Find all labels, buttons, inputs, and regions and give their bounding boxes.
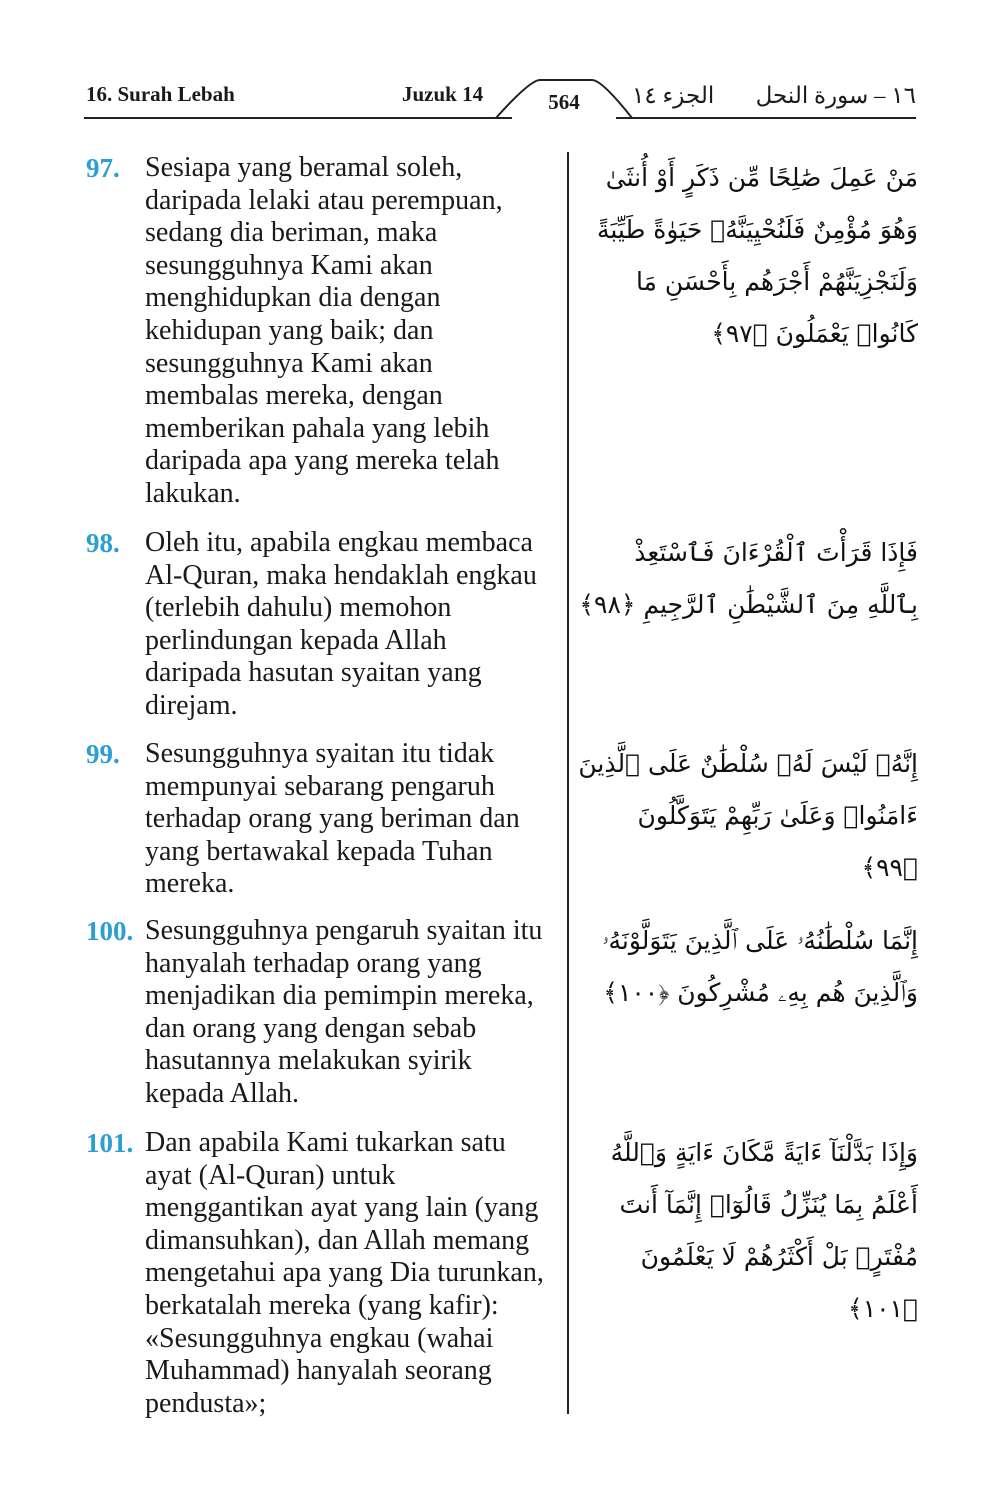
- verse-arabic: وَإِذَا بَدَّلْنَآ ءَايَةً مَّكَانَ ءَايَةٍ وَٱللَّهُ أَعْلَمُ بِمَا يُنَزِّلُ قَالُوٓا۟ إِنَّمَآ أَنتَ مُفْتَرٍۭ بَلْ أَكْثَرُهُمْ لَا يَعْلَمُونَ ﴿١٠١﴾: [610, 1138, 918, 1323]
- verse-translation: Dan apabila Kami tukarkan satu ayat (Al-Quran) untuk menggantikan ayat yang lain (yang dimansuhkan), dan Allah memang mengetahui apa yang Dia turunkan, berkatalah mereka (yang kafir): «Sesungguhnya engkau (wahai Muhammad) hanyalah seorang pendusta»;: [145, 1127, 544, 1419]
- verse-number: 101.: [86, 1128, 134, 1158]
- verse-translation: Sesiapa yang beramal soleh, daripada lelaki atau perempuan, sedang dia beriman, maka sesungguhnya Kami akan menghidupkan dia dengan kehidupan yang baik; dan sesungguhnya Kami akan membalas mereka, dengan memberikan pahala yang lebih daripada apa yang mereka telah lakukan.: [145, 152, 503, 509]
- page-header: [0, 0, 1000, 130]
- verse-arabic: إِنَّهُۥ لَيْسَ لَهُۥ سُلْطَٰنٌ عَلَى ٱلَّذِينَ ءَامَنُوا۟ وَعَلَىٰ رَبِّهِمْ يَتَوَكَّلُونَ ﴿٩٩﴾: [578, 749, 918, 882]
- surah-title-latin: 16. Surah Lebah: [86, 82, 235, 106]
- verse-number: 100.: [86, 916, 134, 946]
- page-number-tab: [0, 0, 1000, 130]
- verse-number: 98.: [86, 528, 120, 558]
- verse-translation: Oleh itu, apabila engkau membaca Al-Quran, maka hendaklah engkau (terlebih dahulu) memohon perlindungan kepada Allah daripada hasutan syaitan yang direjam.: [145, 527, 537, 721]
- verse-arabic: إِنَّمَا سُلْطَٰنُهُۥ عَلَى ٱلَّذِينَ يَتَوَلَّوْنَهُۥ وَٱلَّذِينَ هُم بِهِۦ مُشْرِكُونَ ﴿١٠٠﴾: [602, 926, 918, 1007]
- verse-arabic: فَإِذَا قَرَأْتَ ٱلْقُرْءَانَ فَٱسْتَعِذْ بِٱللَّهِ مِنَ ٱلشَّيْطَٰنِ ٱلرَّجِيمِ ﴿٩٨﴾: [579, 538, 918, 619]
- verse-translation: Sesungguhnya syaitan itu tidak mempunyai sebarang pengaruh terhadap orang yang beriman dan yang bertawakal kepada Tuhan mereka.: [145, 738, 520, 900]
- verse-number: 99.: [86, 739, 120, 769]
- surah-title-arabic: ١٦ – سورة النحل: [755, 83, 916, 108]
- verse-arabic: مَنْ عَمِلَ صَٰلِحًا مِّن ذَكَرٍ أَوْ أُنثَىٰ وَهُوَ مُؤْمِنٌ فَلَنُحْيِيَنَّهُۥ حَيَوٰةً طَيِّبَةً وَلَنَجْزِيَنَّهُمْ أَجْرَهُم بِأَحْسَنِ مَا كَانُوا۟ يَعْمَلُونَ ﴿٩٧﴾: [596, 163, 918, 348]
- page-number: 564: [548, 90, 580, 114]
- juzuk-label-latin: Juzuk 14: [402, 82, 484, 106]
- column-divider: [567, 152, 569, 1414]
- juz-label-arabic: الجزء ١٤: [632, 83, 715, 108]
- verse-translation: Sesungguhnya pengaruh syaitan itu hanyalah terhadap orang yang menjadikan dia pemimpin mereka, dan orang yang dengan sebab hasutannya melakukan syirik kepada Allah.: [145, 915, 543, 1109]
- verse-number: 97.: [86, 153, 120, 183]
